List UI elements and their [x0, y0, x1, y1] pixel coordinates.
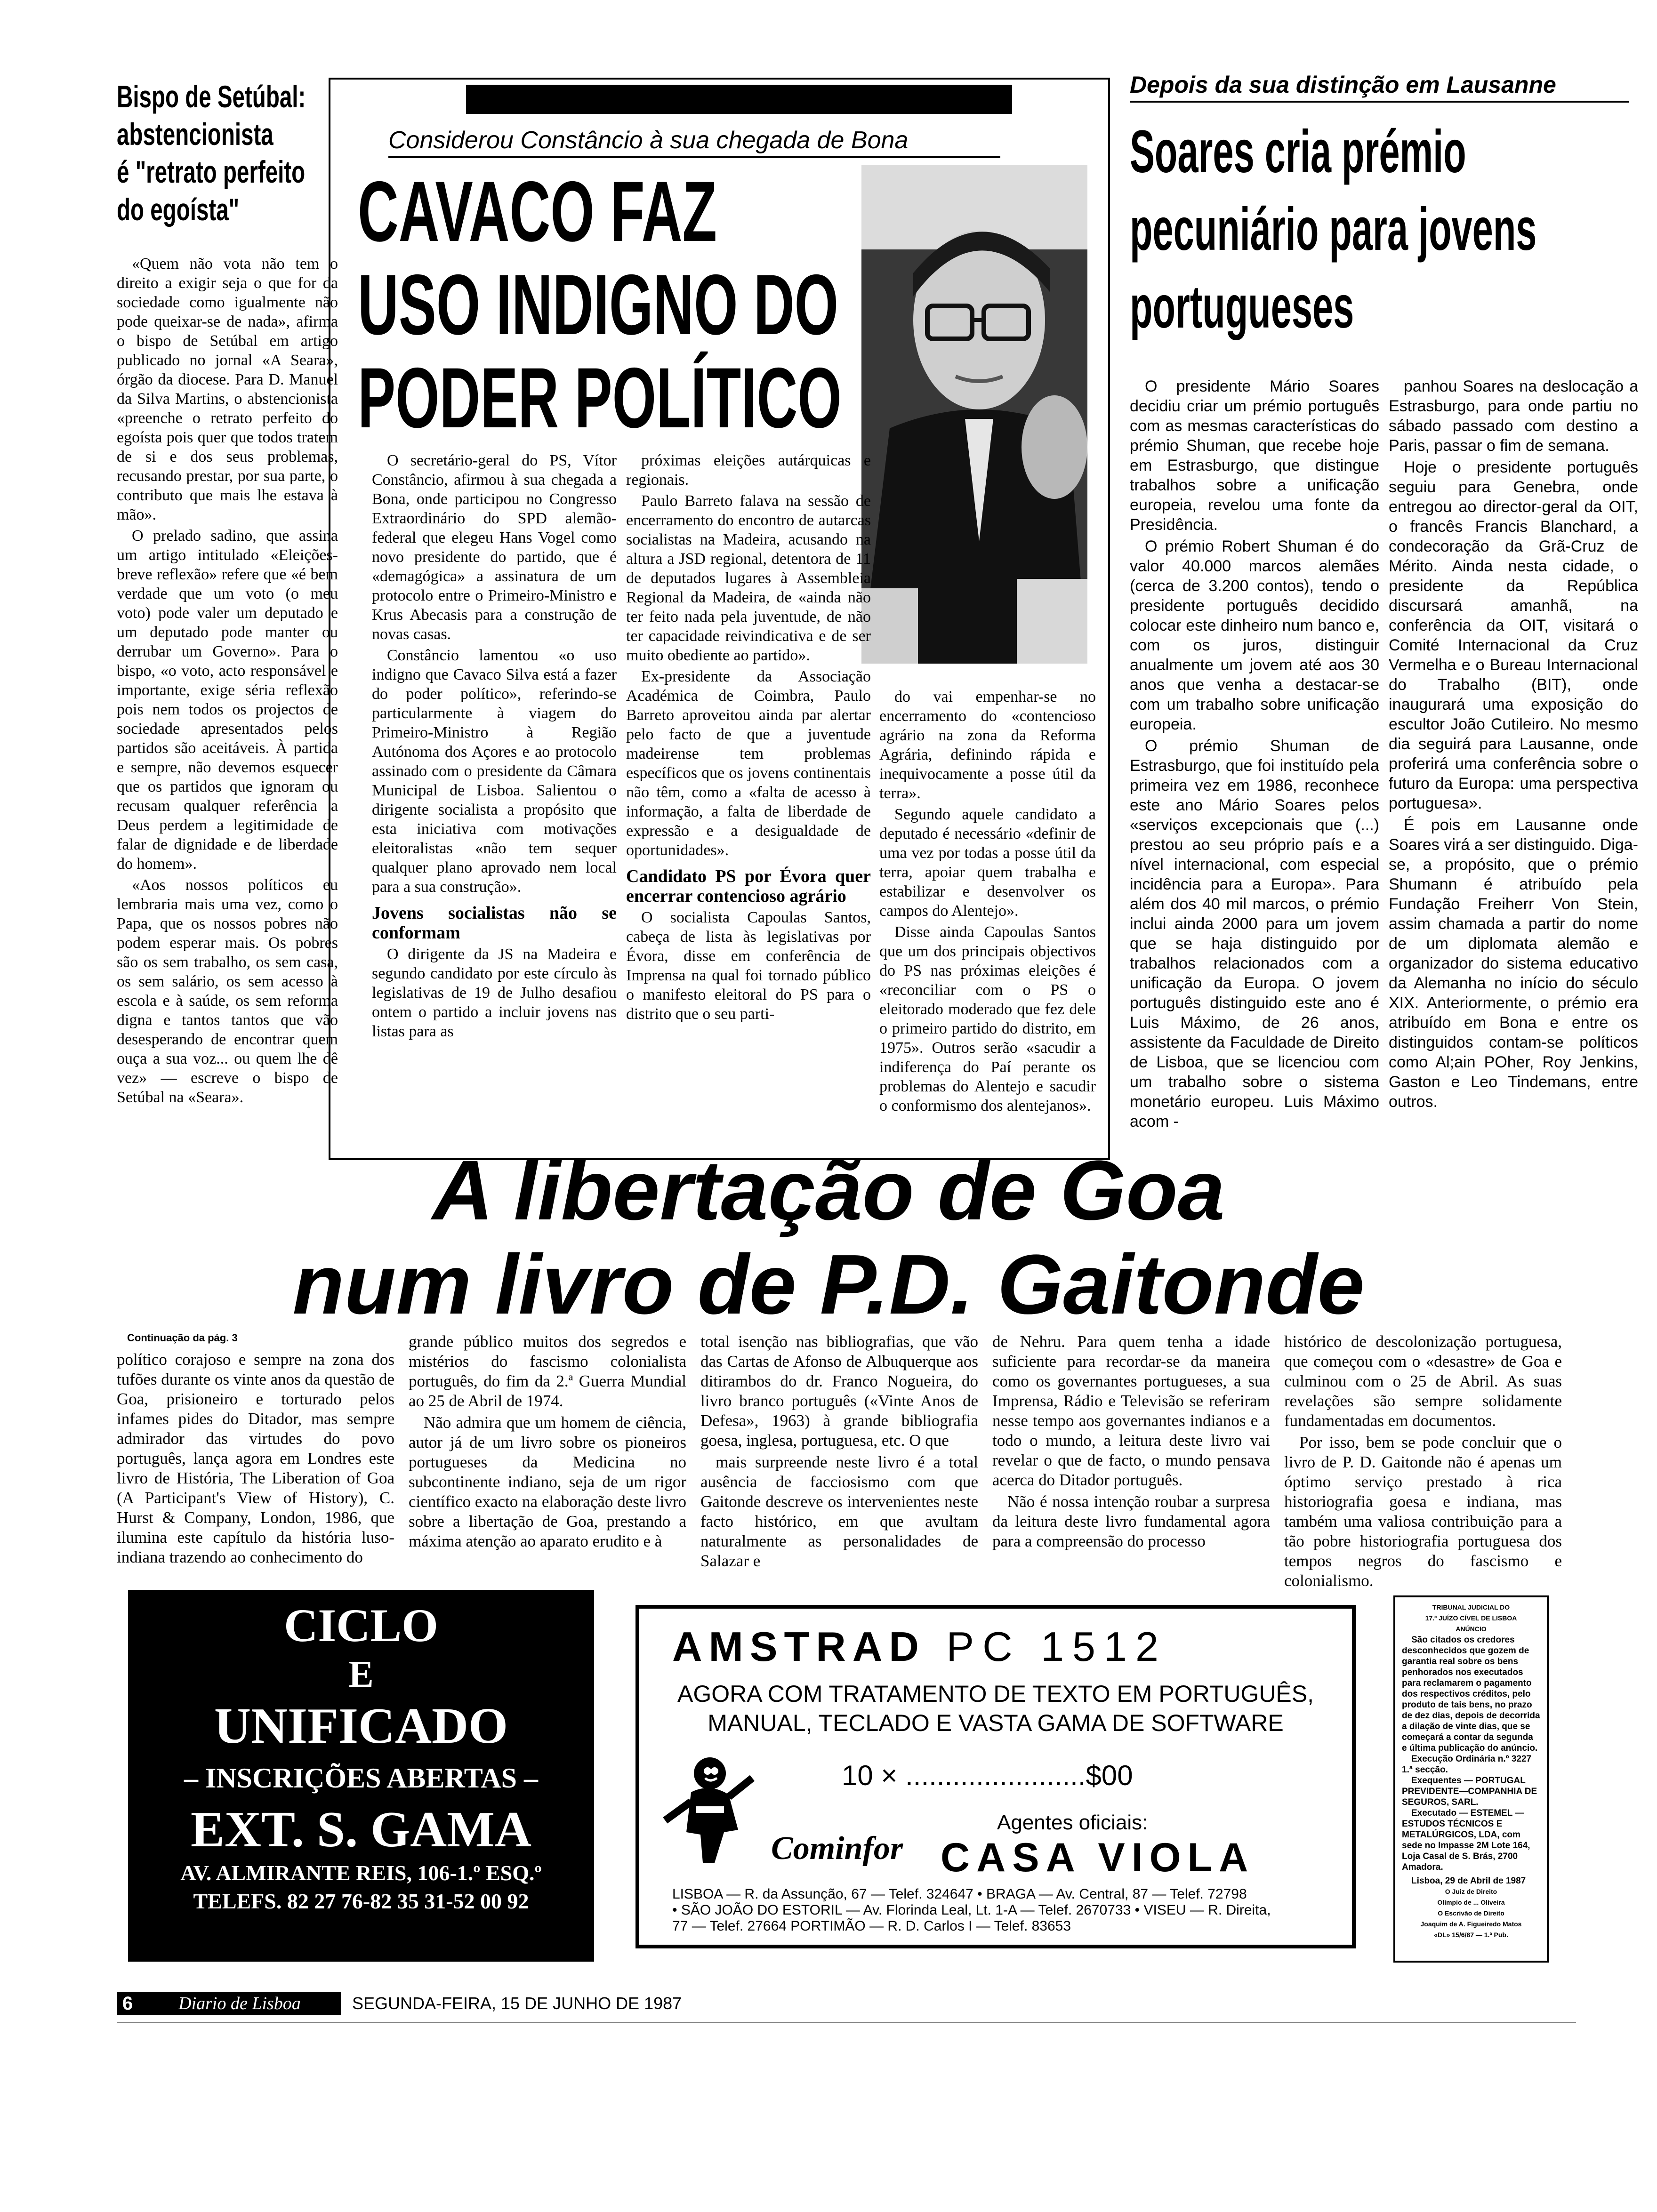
goa-paragraph: de Nehru. Para quem tenha a idade suficiente para recordar-se da maneira como os governantes portugueses, a sua Imprensa, Rádio e Televisão se referiram nesse tempo aos governantes indianos e a todo o mundo, a leitura deste livro vai revelar o que de facto, o mundo pensava acerca do Ditador português.: [992, 1332, 1270, 1489]
soares-col-1: [1130, 377, 1379, 1133]
amstrad-model: PC 1512: [946, 1623, 1167, 1670]
goa-col-3: [700, 1332, 978, 1573]
cavaco-col-3: [879, 687, 1096, 1117]
cavaco-paragraph: Ex-presidente da Associação Académica de Coimbra, Paulo Barreto aproveitou ainda par alertar pelo facto de que a juventude madeirense tem problemas específicos que os jovens continentais não têm, como a «falta de acesso à informação, a falta de liberdade de expressão e a desigualdade de oportunidades».: [626, 668, 871, 859]
constancio-photo-image: [861, 165, 1087, 664]
soares-headline-line: portugueses: [1130, 273, 1354, 341]
goa-paragraph: Não admira que um homem de ciência, autor já de um livro sobre os pioneiros portugueses da Medicina no subcontinente indiano, seja de um rigor científico exacto na elaboração deste livro sobre a libertação de Goa, prestando a máxima atenção ao aparato erudito e à: [409, 1413, 686, 1550]
amstrad-address: • SÃO JOÃO DO ESTORIL — Av. Florinda Leal, Lt. 1-A — Telef. 2670733 • VISEU — R. Direita,: [672, 1902, 1271, 1918]
amstrad-ad: [635, 1605, 1356, 1948]
constancio-photo: [861, 165, 1087, 664]
kicker-underline: [388, 156, 1000, 158]
cavaco-paragraph: Constâncio lamentou «o uso indigno que Cavaco Silva está a fazer do poder político», referindo-se particularmente à viagem do Primeiro-Ministro à Região Autónoma dos Açores e ao protocolo assinado com o presidente da Câmara Municipal de Lisboa. Salientou o dirigente socialista a propósito que esta iniciativa com motivações eleitoralistas «não tem sequer qualquer plano aprovado nem local para a sua construção».: [372, 647, 617, 896]
ciclo-ad-line: UNIFICADO: [214, 1698, 508, 1754]
cavaco-paragraph: Segundo aquele candidato a deputado é necessário «definir de uma vez por todas a posse útil da terra, apoiar quem trabalha e estabilizar e desenvolver os campos do Alentejo».: [879, 806, 1096, 920]
bispo-headline-line: Bispo de Setúbal:: [117, 79, 306, 114]
cavaco-col-1: [372, 451, 617, 1043]
goa-paragraph: Por isso, bem se pode concluir que o livro de P. D. Gaitonde não é apenas um óptimo serviço prestado à rica historiografia goesa e indiana, mas também uma valiosa contribuição para a tão pobre historiografia portuguesa dos tempos negros do fascismo e colonialismo.: [1284, 1433, 1562, 1590]
bispo-headline-line: do egoísta": [117, 192, 240, 227]
masthead-logo: Diario de Lisboa: [138, 1992, 341, 2015]
notice-sign: O Escrivão de Direito: [1438, 1909, 1504, 1917]
soares-paragraph: É pois em Lausanne onde Soares virá a ser distinguido. Diga-se, a propósito, que o prémio Shumann é atribuído pela Fundação Freiherr Von Stein, assim chamada a partir do nome de um diplomata alemão e organizador do sistema educativo da Alemanha no início do século XIX. Anteriormente, o prémio era atribuído em Bona e entre os distinguidos contam-se políticos como Al;ain POher, Roy Jenkins, Gaston e Leo Tindemans, entre outros.: [1389, 816, 1638, 1111]
goa-col-4: [992, 1332, 1270, 1553]
notice-date: Lisboa, 29 de Abril de 1987: [1411, 1876, 1526, 1886]
bispo-body: [117, 254, 338, 1109]
amstrad-brand-row: [672, 1623, 1167, 1671]
cavaco-subhead: Jovens socialistas não se conformam: [372, 903, 617, 943]
cavaco-paragraph: O socialista Capoulas Santos, cabeça de lista às legislativas por Évora, disse em conferência de Imprensa na qual foi tornado público o manifesto eleitoral do PS para o distrito que o seu parti-: [626, 909, 871, 1023]
soares-col-2: [1389, 377, 1638, 1114]
soares-paragraph: panhou Soares na deslocação a Estrasburgo, para onde partiu no sábado passado com destino a Paris, passar o fim de semana.: [1389, 377, 1638, 455]
goa-paragraph: Não é nossa intenção roubar a surpresa da leitura deste livro fundamental agora para a compreensão do processo: [992, 1492, 1270, 1550]
goa-col-1: [117, 1350, 394, 1569]
goa-col-2: [409, 1332, 686, 1553]
soares-kicker-rule: [1130, 101, 1629, 103]
soares-headline: [1130, 113, 1638, 346]
cominfor-logo: Cominfor: [771, 1830, 903, 1867]
cavaco-paragraph: do vai empenhar-se no encerramento do «contencioso agrário na zona da Reforma Agrária, definindo rápida e inequivocamente a posse útil da terra».: [879, 688, 1096, 802]
amstrad-addresses: [672, 1886, 1331, 1934]
soares-paragraph: O presidente Mário Soares decidiu criar um prémio português com as mesmas características do prémio Shuman, que recebe hoje em Estrasburgo, que distingue trabalhos sobre a unificação europeia, revelou uma fonte da Presidência.: [1130, 377, 1379, 534]
goa-continuation: Continuação da pág. 3: [127, 1332, 238, 1344]
cavaco-headline-line: USO INDIGNO DO: [358, 256, 839, 353]
notice-body: São citados os credores desconhecidos que gozem de garantia real sobre os bens penhorados nos executados para reclamarem o pagamento dos respectivos créditos, pelo produto de tais bens, no prazo de dez dias, depois de decorrida a dilação de vinte dias, que se começará a contar da segunda e última publicação do anúncio.: [1402, 1635, 1540, 1753]
cavaco-headline-line: CAVACO FAZ: [358, 163, 717, 259]
bispo-paragraph: O prelado sadino, que assina um artigo intitulado «Eleições-breve reflexão» refere que «é bem verdade que um voto (o meu voto) pode valer um deputado e um deputado pode manter ou derrubar um Governo». Para o bispo, «o voto, acto responsável e importante, exige séria reflexão pois nem todos os projectos de sociedade apresentados pelos partidos são aceitáveis. À partida e sempre, não devemos esquecer que os partidos que ignoram ou recusam qualquer referência a Deus perdem a legitimidade de falar de dignidade e de liberdade do homem».: [117, 527, 338, 873]
page-footer: [117, 1992, 917, 2015]
bispo-paragraph: «Quem não vota não tem o direito a exigir seja o que for da sociedade como igualmente não pode queixar-se de nada», afirma o bispo de Setúbal em artigo publicado no jornal «A Seara», órgão da diocese. Para D. Manuel da Silva Martins, o abstencionista «preenche o retrato perfeito do egoísta pois quer que todos tratem de si e dos seus problemas, recusando prestar, por sua parte, o contributo que mais lhe estava à mão».: [117, 255, 338, 523]
cavaco-black-bar: [466, 85, 1012, 114]
cavaco-paragraph: O dirigente da JS na Madeira e segundo candidato por este círculo às legislativas de 19 de Julho desafiou ontem o partido a incluir jovens nas listas para as: [372, 946, 617, 1040]
amstrad-mascot: [658, 1750, 757, 1867]
cavaco-paragraph: Disse ainda Capoulas Santos que um dos principais objectivos do PS nas próximas eleições é «reconciliar com o PS o eleitorado moderado que fez dele o primeiro partido do distrito, em 1975». Outros serão «sacudir a indiferença do Paí perante os problemas do Alentejo e sacudir o conformismo dos alentejanos».: [879, 923, 1096, 1114]
amstrad-price: 10 × .......................$00: [842, 1760, 1133, 1791]
ciclo-ad-line: E: [348, 1654, 374, 1695]
bispo-headline-line: é "retrato perfeito: [117, 154, 306, 189]
soares-headline-line: pecuniário para jovens: [1130, 196, 1537, 263]
cavaco-paragraph: próximas eleições autárquicas e regionais.: [626, 452, 871, 489]
soares-kicker: Depois da sua distinção em Lausanne: [1130, 72, 1556, 98]
goa-headline-line: num livro de P.D. Gaitonde: [292, 1237, 1365, 1332]
goa-headline-line: A libertação de Goa: [432, 1143, 1225, 1238]
notice-title: ANÚNCIO: [1456, 1625, 1487, 1633]
ciclo-ad-line: TELEFS. 82 27 76-82 35 31-52 00 92: [193, 1889, 529, 1913]
notice-line: Executado — ESTEMEL — ESTUDOS TÉCNICOS E METALÚRGICOS, LDA, com sede no Impasse 2M Lote 164, Loja Casal de S. Brás, 2700 Amadora.: [1402, 1808, 1530, 1872]
cavaco-paragraph: O secretário-geral do PS, Vítor Constâncio, afirmou à sua chegada a Bona, onde participou no Congresso Extraordinário do SPD alemão-federal que elegeu Hans Vogel como novo presidente do partido, que é «demagógica» a assinatura de um protocolo entre o Primeiro-Ministro e Krus Abecasis para a construção de novas casas.: [372, 452, 617, 643]
ciclo-ad-line: AV. ALMIRANTE REIS, 106-1.º ESQ.º: [180, 1861, 542, 1885]
goa-col-5: [1284, 1332, 1562, 1593]
footer-date: SEGUNDA-FEIRA, 15 DE JUNHO DE 1987: [352, 1994, 682, 2013]
legal-notice: [1393, 1595, 1549, 1963]
amstrad-text-line: AGORA COM TRATAMENTO DE TEXTO EM PORTUGUÊS,: [677, 1681, 1314, 1707]
soares-headline-line: Soares cria prémio: [1130, 118, 1466, 185]
ciclo-ad-line: EXT. S. GAMA: [190, 1802, 532, 1858]
goa-paragraph: histórico de descolonização portuguesa, que começou com o «desastre» de Goa e culminou com o 25 de Abril. As suas revelações são sempre solidamente fundamentadas em documentos.: [1284, 1332, 1562, 1430]
cavaco-kicker: Considerou Constâncio à sua chegada de Bona: [388, 127, 909, 154]
bispo-headline: [117, 78, 338, 228]
amstrad-address: LISBOA — R. da Assunção, 67 — Telef. 324647 • BRAGA — Av. Central, 87 — Telef. 72798: [672, 1886, 1247, 1902]
amstrad-agents: Agentes oficiais:: [997, 1811, 1148, 1834]
amstrad-brand: AMSTRAD: [672, 1623, 925, 1670]
amstrad-address: 77 — Telef. 27664 PORTIMÃO — R. D. Carlos I — Telef. 83653: [672, 1918, 1071, 1934]
dancer-illustration-icon: [658, 1750, 757, 1867]
bottom-rule: [117, 2022, 1576, 2023]
cavaco-headline: [358, 165, 876, 444]
goa-paragraph: mais surpreende neste livro é a total ausência de facciosismo com que Gaitonde descreve os intervenientes neste facto histórico, em que avultam naturalmente as personalidades de Salazar e: [700, 1453, 978, 1570]
soares-paragraph: Hoje o presidente português seguiu para Genebra, onde entregou ao director-geral da OIT, o francês Francis Blanchard, a condecoração da Grã-Cruz de Mérito. Ainda nesta cidade, o presidente da República discursará amanhã, na conferência da OIT, visitará o Comité Internacional da Cruz Vermelha e o Bureau Internacional do Trabalho (BIT), onde inaugurará uma exposição do escultor João Cutileiro. No mesmo dia seguirá para Lausanne, onde proferirá uma conferência sobre o futuro da Europa: uma perspectiva portuguesa».: [1389, 458, 1638, 812]
notice-sign: Joaquim de A. Figueiredo Matos: [1420, 1920, 1522, 1928]
notice-sign: «DL» 15/6/87 — 1.ª Pub.: [1434, 1931, 1508, 1939]
ciclo-ad: [128, 1590, 594, 1962]
cavaco-paragraph: Paulo Barreto falava na sessão de encerramento do encontro de autarcas socialistas na Madeira, acusando na altura a JSD regional, detentora de 11 de deputados lugares à Assembleia Regional da Madeira, de «ainda não ter feito nada pela juventude, de não ter capacidade reivindicativa e de ser muito obediente ao partido».: [626, 492, 871, 664]
goa-paragraph: total isenção nas bibliografias, que vão das Cartas de Afonso de Albuquerque aos ditirambos do dr. Franco Nogueira, do livro branco português («Vinte Anos de Defesa», 1963) à grande bibliografia goesa, inglesa, portuguesa, etc. O que: [700, 1332, 978, 1450]
casa-viola-name: CASA VIOLA: [941, 1835, 1255, 1880]
goa-headline: [0, 1144, 1657, 1332]
cavaco-col-2: [626, 451, 871, 1026]
amstrad-text-line: MANUAL, TECLADO E VASTA GAMA DE SOFTWARE: [708, 1710, 1284, 1736]
cavaco-subhead: Candidato PS por Évora quer encerrar contencioso agrário: [626, 866, 871, 906]
notice-title: TRIBUNAL JUDICIAL DO: [1432, 1603, 1510, 1611]
cavaco-headline-line: PODER POLÍTICO: [358, 350, 842, 446]
bispo-headline-line: abstencionista: [117, 117, 273, 152]
notice-sign: O Juiz de Direito: [1445, 1888, 1497, 1895]
ciclo-ad-line: CICLO: [284, 1599, 438, 1651]
goa-paragraph: grande público muitos dos segredos e mistérios do fascismo colonialista português, do fim da 2.ª Guerra Mundial ao 25 de Abril de 1974.: [409, 1332, 686, 1410]
amstrad-text: [649, 1679, 1343, 1738]
soares-paragraph: O prémio Shuman de Estrasburgo, que foi instituído pela primeira vez em 1986, reconhece este ano Mário Soares pelos «serviços excepcionais que (...) prestou ao seu próprio país e a nível internacional, com especial incidência para a Europa». Para além dos 40 mil marcos, o prémio inclui ainda 2000 para um jovem que se haja distinguido por trabalhos relacionados com a unificação da Europa. O jovem português distinguido este ano é Luis Máximo, de 26 anos, assistente da Faculdade de Direito de Lisboa, que se licenciou com um trabalho sobre o sistema monetário europeu. Luis Máximo acom -: [1130, 737, 1379, 1130]
notice-sign: Olímpio de ... Oliveira: [1437, 1899, 1505, 1906]
soares-paragraph: O prémio Robert Shuman é do valor 40.000 marcos alemães (cerca de 3.200 contos), tendo o presidente português decidido colocar este dinheiro num banco e, com os juros, distinguir anualmente um jovem até aos 30 anos que venha a destacar-se com um trabalho sobre unificação europeia.: [1130, 537, 1379, 733]
bispo-paragraph: «Aos nossos políticos eu lembraria mais uma vez, como o Papa, que os nossos pobres não podem esperar mais. Os pobres são os sem trabalho, os sem casa, os sem salário, os sem acesso à escola e à saúde, os sem reforma digna e tantos tantos que vão desesperando de encontrar quem ouça a sua voz... ou quem lhe dê vez» — escreve o bispo de Setúbal na «Seara».: [117, 876, 338, 1106]
goa-paragraph: político corajoso e sempre na zona dos tufões durante os vinte anos da questão de Goa, prisioneiro e torturado pelos infames pides do Ditador, mas sempre admirador das virtudes do povo português, lança agora em Londres este livro de História, The Liberation of Goa (A Participant's View of History), C. Hurst & Company, London, 1986, que ilumina este capítulo da história luso-indiana trazendo ao conhecimento do: [117, 1350, 394, 1566]
notice-title: 17.º JUÍZO CÍVEL DE LISBOA: [1425, 1614, 1517, 1622]
ciclo-ad-line: – INSCRIÇÕES ABERTAS –: [184, 1763, 538, 1794]
notice-line: Execução Ordinária n.º 3227 1.ª secção.: [1402, 1754, 1532, 1775]
page-number: 6: [117, 1992, 138, 2015]
notice-line: Exequentes — PORTUGAL PREVIDENTE—COMPANHIA DE SEGUROS, SARL.: [1402, 1776, 1537, 1807]
